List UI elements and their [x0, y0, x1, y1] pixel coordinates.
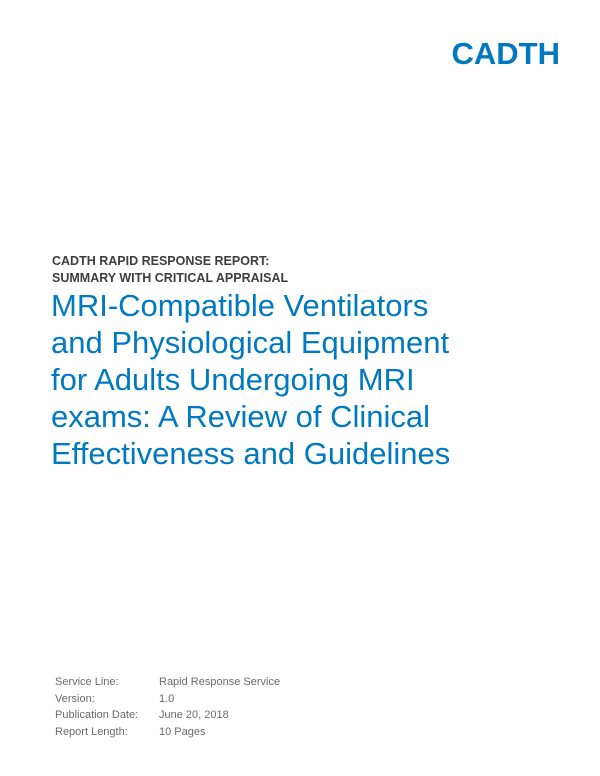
meta-value: 1.0: [159, 692, 175, 705]
report-type-line-2: SUMMARY WITH CRITICAL APPRAISAL: [52, 271, 289, 285]
meta-row-publication-date: [55, 707, 280, 724]
meta-label: Publication Date:: [55, 709, 139, 721]
meta-value: June 20, 2018: [159, 709, 229, 721]
report-metadata: [55, 674, 280, 740]
meta-label: Service Line:: [55, 676, 119, 688]
cadth-logo: CADTH: [451, 36, 560, 71]
report-type-line-1: CADTH RAPID RESPONSE REPORT:: [52, 254, 270, 268]
meta-label: Report Length:: [55, 725, 128, 738]
title-line: and Physiological Equipment: [51, 325, 450, 360]
meta-value: 10 Pages: [159, 725, 206, 738]
meta-value: Rapid Response Service: [159, 676, 281, 688]
meta-label: Version:: [55, 692, 95, 705]
report-title: [51, 287, 591, 472]
title-line: exams: A Review of Clinical: [51, 399, 431, 434]
title-line: for Adults Undergoing MRI: [51, 362, 415, 397]
title-line: Effectiveness and Guidelines: [51, 436, 451, 471]
meta-row-report-length: [55, 724, 280, 741]
title-line: MRI-Compatible Ventilators: [51, 288, 429, 323]
meta-row-version: [55, 691, 280, 708]
meta-row-service-line: [55, 674, 280, 691]
report-type-heading: [52, 253, 288, 287]
